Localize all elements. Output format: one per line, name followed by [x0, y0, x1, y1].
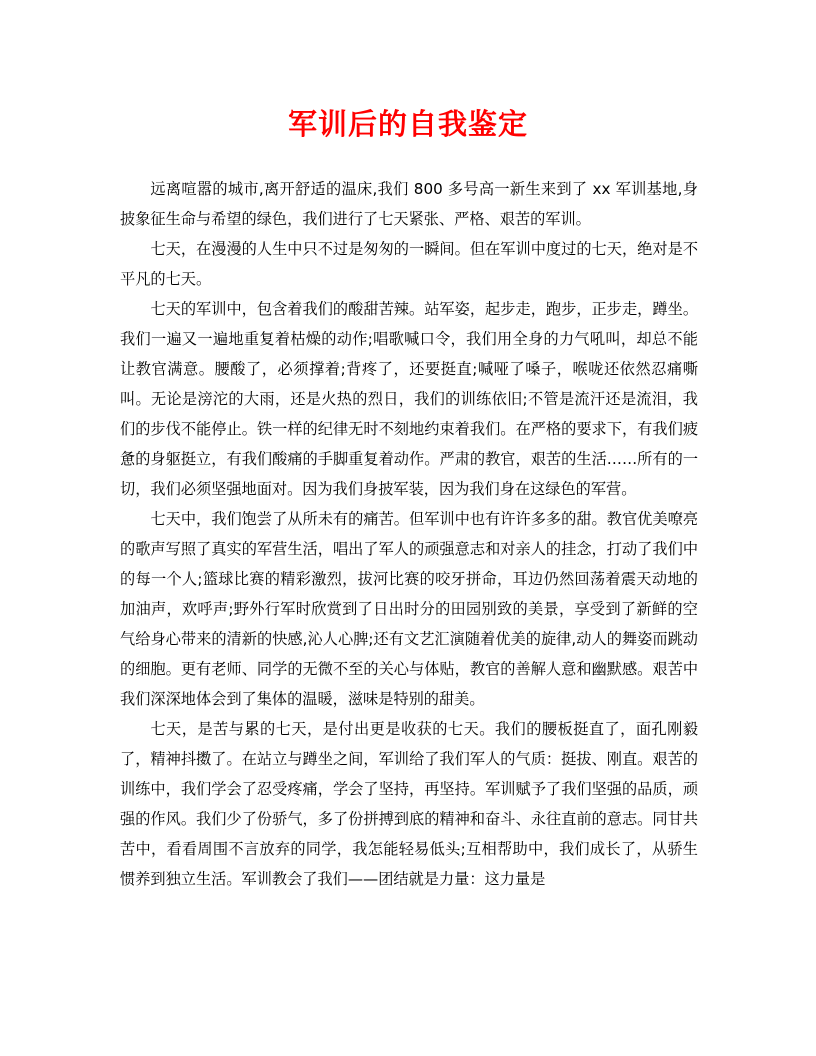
paragraph-2: 七天，在漫漫的人生中只不过是匆匆的一瞬间。但在军训中度过的七天，绝对是不平凡的七天。	[120, 240, 698, 288]
paragraph-4: 七天中，我们饱尝了从所未有的痛苦。但军训中也有许许多多的甜。教官优美嘹亮的歌声写照了真实的军营生活，唱出了军人的顽强意志和对亲人的挂念，打动了我们中的每一个人;篮球比赛的精彩激烈，拔河比赛的咬牙拼命，耳边仍然回荡着震天动地的加油声，欢呼声;野外行军时欣赏到了日出时分的田园别致的美景，享受到了新鲜的空气给身心带来的清新的快感,沁人心脾;还有文艺汇演随着优美的旋律,动人的舞姿而跳动的细胞。更有老师、同学的无微不至的关心与体贴，教官的善解人意和幽默感。艰苦中我们深深地体会到了集体的温暖，滋味是特别的甜美。	[120, 510, 698, 708]
paragraph-5: 七天，是苦与累的七天，是付出更是收获的七天。我们的腰板挺直了，面孔刚毅了，精神抖擞了。在站立与蹲坐之间，军训给了我们军人的气质：挺拔、刚直。艰苦的训练中，我们学会了忍受疼痛，学会了坚持，再坚持。军训赋予了我们坚强的品质，顽强的作风。我们少了份骄气，多了份拼搏到底的精神和奋斗、永往直前的意志。同甘共苦中，看看周围不言放弃的同学，我怎能轻易低头;互相帮助中，我们成长了，从骄生惯养到独立生活。军训教会了我们——团结就是力量：这力量是	[120, 720, 698, 888]
document-title: 军训后的自我鉴定	[287, 107, 528, 141]
paragraph-1: 远离喧嚣的城市,离开舒适的温床,我们 800 多号高一新生来到了 xx 军训基地,身披象征生命与希望的绿色，我们进行了七天紧张、严格、艰苦的军训。	[120, 180, 698, 228]
document-body	[120, 174, 698, 894]
paragraph-3: 七天的军训中，包含着我们的酸甜苦辣。站军姿，起步走，跑步，正步走，蹲坐。我们一遍又一遍地重复着枯燥的动作;唱歌喊口令，我们用全身的力气吼叫，却总不能让教官满意。腰酸了，必须撑着;背疼了，还要挺直;喊哑了嗓子，喉咙还依然忍痛嘶叫。无论是滂沱的大雨，还是火热的烈日，我们的训练依旧;不管是流汗还是流泪，我们的步伐不能停止。铁一样的纪律无时不刻地约束着我们。在严格的要求下，有我们疲惫的身躯挺立，有我们酸痛的手脚重复着动作。严肃的教官，艰苦的生活……所有的一切，我们必须坚强地面对。因为我们身披军装，因为我们身在这绿色的军营。	[120, 300, 698, 498]
